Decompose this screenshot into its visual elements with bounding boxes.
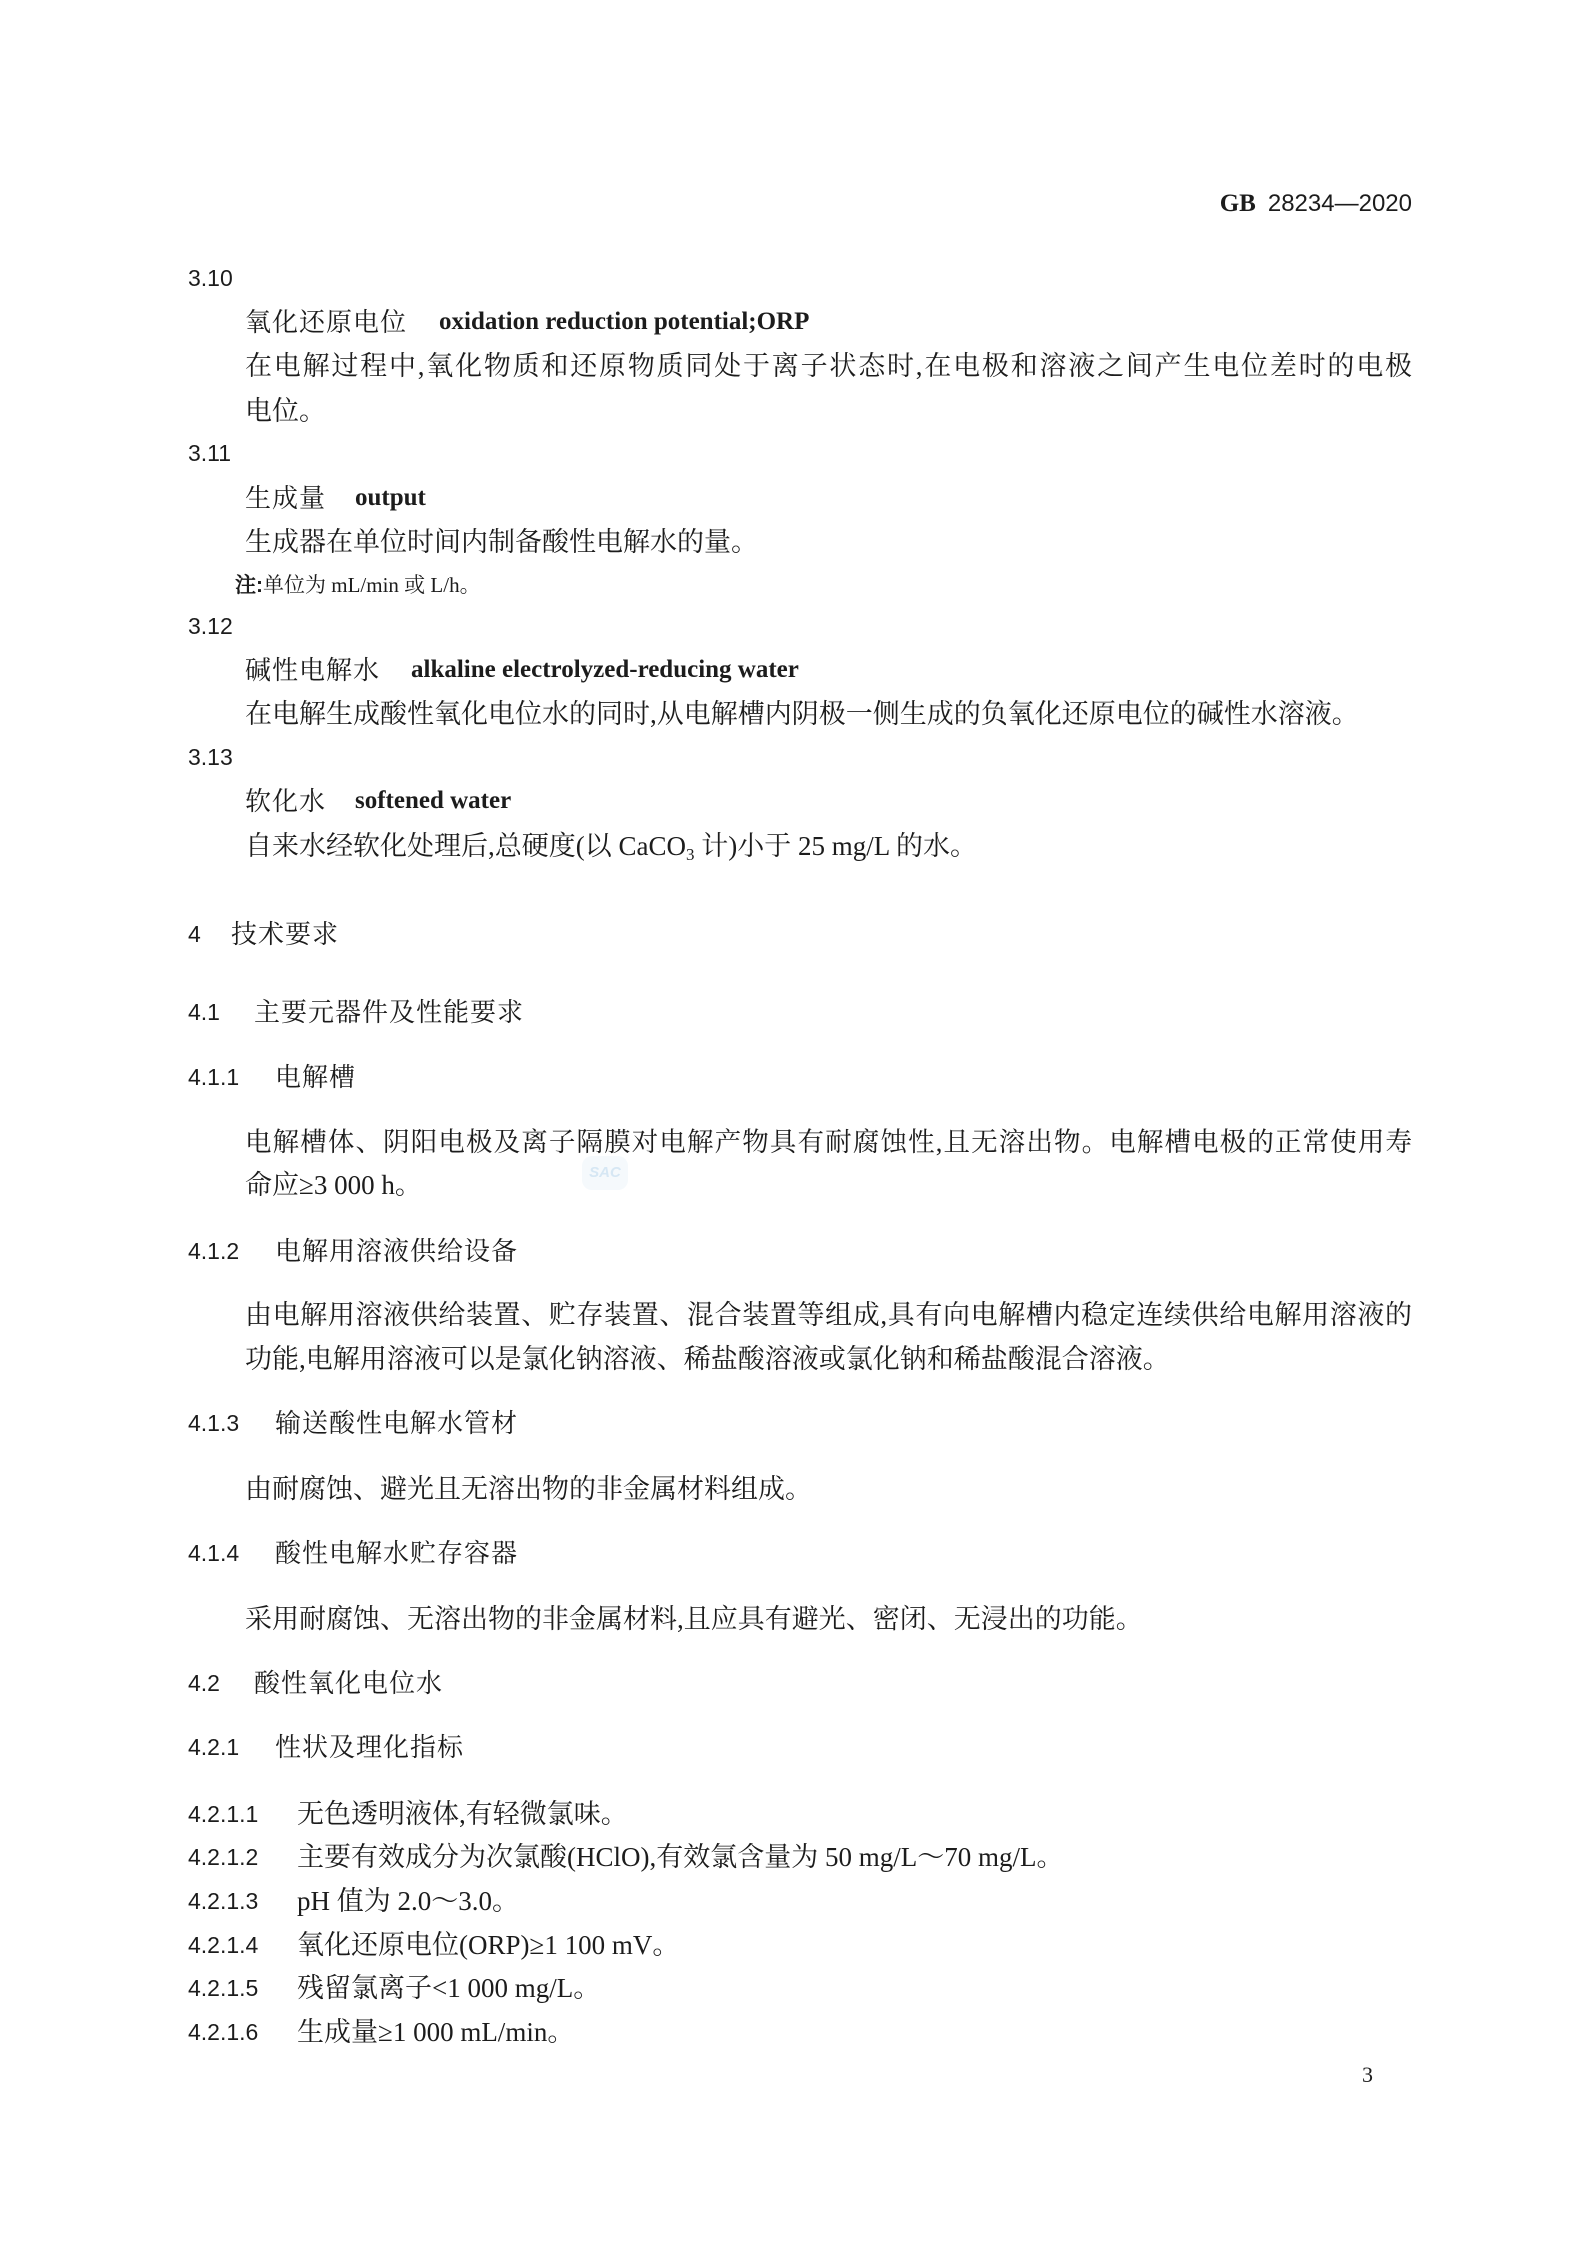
- definition-part: 计)小于 25 mg/L 的水。: [694, 831, 977, 861]
- note-text: 单位为 mL/min 或 L/h。: [263, 573, 481, 597]
- subsection-number: 4.2.1: [188, 1734, 240, 1760]
- term-number: 3.10: [188, 265, 233, 291]
- paragraph-line: 采用耐腐蚀、无溶出物的非金属材料,且应具有避光、密闭、无浸出的功能。: [245, 1604, 1143, 1634]
- subscript: 3: [686, 845, 695, 864]
- item-number: 4.2.1.3: [188, 1888, 259, 1914]
- subsection-number: 4.1.4: [188, 1540, 240, 1566]
- item-text: 残留氯离子<1 000 mg/L。: [297, 1973, 601, 2003]
- subsection-title: 输送酸性电解水管材: [275, 1408, 519, 1438]
- term-number-row: [188, 260, 233, 296]
- standard-number: 28234—2020: [1267, 190, 1412, 217]
- term-number: 3.13: [188, 744, 233, 770]
- term-zh: 软化水: [245, 786, 327, 816]
- subsection-number: 4.1.2: [188, 1238, 240, 1264]
- item-text: 生成量≥1 000 mL/min。: [297, 2017, 575, 2047]
- note-label: 注:: [235, 574, 263, 597]
- subsection-title: 性状及理化指标: [275, 1732, 465, 1762]
- term-en: alkaline electrolyzed-reducing water: [411, 656, 799, 683]
- term-zh: 生成量: [245, 483, 327, 513]
- item-number: 4.2.1.5: [188, 1975, 259, 2001]
- paragraph-line: 由耐腐蚀、避光且无溶出物的非金属材料组成。: [245, 1474, 812, 1504]
- term-number-row: [188, 608, 233, 644]
- item-number: 4.2.1.2: [188, 1844, 259, 1870]
- section-number: 4.1: [188, 999, 220, 1025]
- term-en: softened water: [355, 787, 512, 814]
- section-number: 4.2: [188, 1670, 220, 1696]
- item-number: 4.2.1.4: [188, 1932, 259, 1958]
- term-en: oxidation reduction potential;ORP: [439, 308, 810, 335]
- definition-line: [245, 828, 977, 864]
- item-text: pH 值为 2.0～3.0。: [297, 1886, 519, 1916]
- item-text: 氧化还原电位(ORP)≥1 100 mV。: [297, 1930, 680, 1960]
- definition-line: 电位。: [245, 396, 326, 426]
- term-number-row: [188, 435, 231, 471]
- definition-line: 在电解生成酸性氧化电位水的同时,从电解槽内阴极一侧生成的负氧化还原电位的碱性水溶液。: [245, 699, 1359, 729]
- subsection-number: 4.1.1: [188, 1064, 240, 1090]
- item-number: 4.2.1.6: [188, 2019, 259, 2045]
- paragraph-line: 由电解用溶液供给装置、贮存装置、混合装置等组成,具有向电解槽内稳定连续供给电解用溶液的: [245, 1300, 1412, 1330]
- section-title: 主要元器件及性能要求: [254, 997, 525, 1027]
- term-zh: 碱性电解水: [245, 655, 381, 685]
- term-zh: 氧化还原电位: [245, 307, 408, 337]
- term-en: output: [355, 484, 426, 511]
- subsection-title: 酸性电解水贮存容器: [275, 1538, 519, 1568]
- paragraph-line: 电解槽体、阴阳电极及离子隔膜对电解产物具有耐腐蚀性,且无溶出物。电解槽电极的正常使用寿: [245, 1127, 1412, 1157]
- item-text: 无色透明液体,有轻微氯味。: [297, 1799, 628, 1829]
- paragraph-line: 命应≥3 000 h。: [245, 1170, 422, 1200]
- definition-line: 在电解过程中,氧化物质和还原物质同处于离子状态时,在电极和溶液之间产生电位差时的电极: [245, 351, 1412, 381]
- subsection-number: 4.1.3: [188, 1410, 240, 1436]
- paragraph-line: 功能,电解用溶液可以是氯化钠溶液、稀盐酸溶液或氯化钠和稀盐酸混合溶液。: [245, 1344, 1170, 1374]
- chapter-title: 技术要求: [231, 919, 340, 949]
- definition-line: 生成器在单位时间内制备酸性电解水的量。: [245, 527, 758, 557]
- chapter-number: 4: [188, 921, 201, 947]
- item-number: 4.2.1.1: [188, 1801, 259, 1827]
- sac-watermark-logo: SAC: [582, 1156, 628, 1190]
- term-number: 3.11: [188, 440, 232, 466]
- section-title: 酸性氧化电位水: [254, 1668, 444, 1698]
- definition-part: 自来水经软化处理后,总硬度(以 CaCO: [245, 831, 686, 861]
- standard-header: [1220, 186, 1412, 222]
- subsection-title: 电解用溶液供给设备: [275, 1236, 519, 1266]
- item-text: 主要有效成分为次氯酸(HClO),有效氯含量为 50 mg/L～70 mg/L。: [297, 1842, 1064, 1872]
- term-number-row: [188, 739, 233, 775]
- page-number: 3: [1362, 2062, 1373, 2087]
- note-row: [235, 567, 481, 603]
- subsection-title: 电解槽: [275, 1062, 357, 1092]
- standard-prefix: GB: [1219, 190, 1256, 217]
- term-number: 3.12: [188, 613, 233, 639]
